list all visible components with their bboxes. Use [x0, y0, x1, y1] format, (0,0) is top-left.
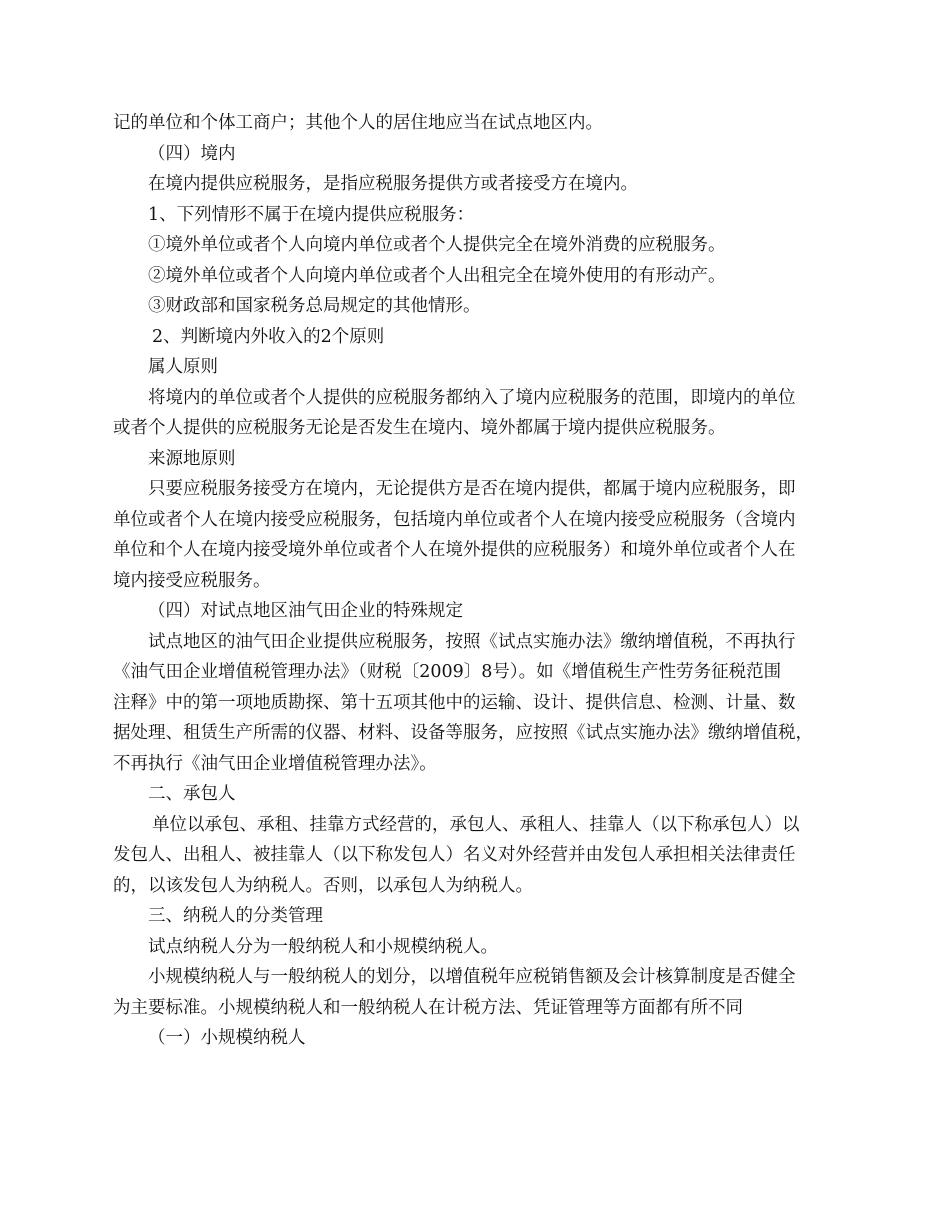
text-line: 单位和个人在境内接受境外单位或者个人在境外提供的应税服务）和境外单位或者个人在 — [113, 540, 796, 560]
section-heading: （一）小规模纳税人 — [148, 1028, 306, 1048]
section-heading: 三、纳税人的分类管理 — [148, 906, 323, 926]
list-item: ②境外单位或者个人向境内单位或者个人出租完全在境外使用的有形动产。 — [148, 265, 726, 286]
section-heading: （四）对试点地区油气田企业的特殊规定 — [148, 601, 463, 621]
text-line: 《油气田企业增值税管理办法》（财税〔2009〕8号）。如《增值税生产性劳务征税范围 — [113, 662, 782, 682]
text-line: 单位以承包、承租、挂靠方式经营的，承包人、承租人、挂靠人（以下称承包人）以 — [152, 814, 800, 835]
text-line: 为主要标准。小规模纳税人和一般纳税人在计税方法、凭证管理等方面都有所不同 — [113, 997, 743, 1018]
text-line: 试点纳税人分为一般纳税人和小规模纳税人。 — [148, 936, 498, 957]
text-line: 境内接受应税服务。 — [113, 570, 271, 591]
list-item: ③财政部和国家税务总局规定的其他情形。 — [148, 296, 481, 316]
text-line: 单位或者个人在境内接受应税服务，包括境内单位或者个人在境内接受应税服务（含境内 — [113, 509, 796, 530]
text-line: 不再执行《油气田企业增值税管理办法》。 — [113, 753, 437, 774]
text-line: 将境内的单位或者个人提供的应税服务都纳入了境内应税服务的范围，即境内的单位 — [148, 387, 796, 408]
text-line: 注释》中的第一项地质勘探、第十五项其他中的运输、设计、提供信息、检测、计量、数 — [113, 692, 796, 713]
text-line: 在境内提供应税服务，是指应税服务提供方或者接受方在境内。 — [148, 174, 638, 194]
section-heading: （四）境内 — [148, 143, 236, 164]
list-item: ①境外单位或者个人向境内单位或者个人提供完全在境外消费的应税服务。 — [148, 235, 726, 255]
text-line: 据处理、租赁生产所需的仪器、材料、设备等服务，应按照《试点实施办法》缴纳增值税， — [113, 723, 813, 743]
text-line: 记的单位和个体工商户；其他个人的居住地应当在试点地区内。 — [113, 113, 603, 133]
document-body — [113, 108, 853, 1054]
text-line: 发包人、出租人、被挂靠人（以下称发包人）名义对外经营并由发包人承担相关法律责任 — [113, 845, 796, 865]
section-heading: 二、承包人 — [148, 784, 236, 804]
text-line: 或者个人提供的应税服务无论是否发生在境内、境外都属于境内提供应税服务。 — [113, 418, 726, 438]
text-line: 1、下列情形不属于在境内提供应税服务： — [148, 204, 475, 225]
text-line: 小规模纳税人与一般纳税人的划分，以增值税年应税销售额及会计核算制度是否健全 — [148, 967, 796, 987]
text-line: 来源地原则 — [148, 448, 236, 469]
text-line: 2、判断境内外收入的2个原则 — [152, 326, 385, 347]
text-line: 的，以该发包人为纳税人。否则，以承包人为纳税人。 — [113, 875, 533, 896]
text-line: 只要应税服务接受方在境内，无论提供方是否在境内提供，都属于境内应税服务，即 — [148, 479, 796, 499]
text-line: 试点地区的油气田企业提供应税服务，按照《试点实施办法》缴纳增值税，不再执行 — [148, 631, 796, 652]
text-line: 属人原则 — [148, 357, 218, 377]
